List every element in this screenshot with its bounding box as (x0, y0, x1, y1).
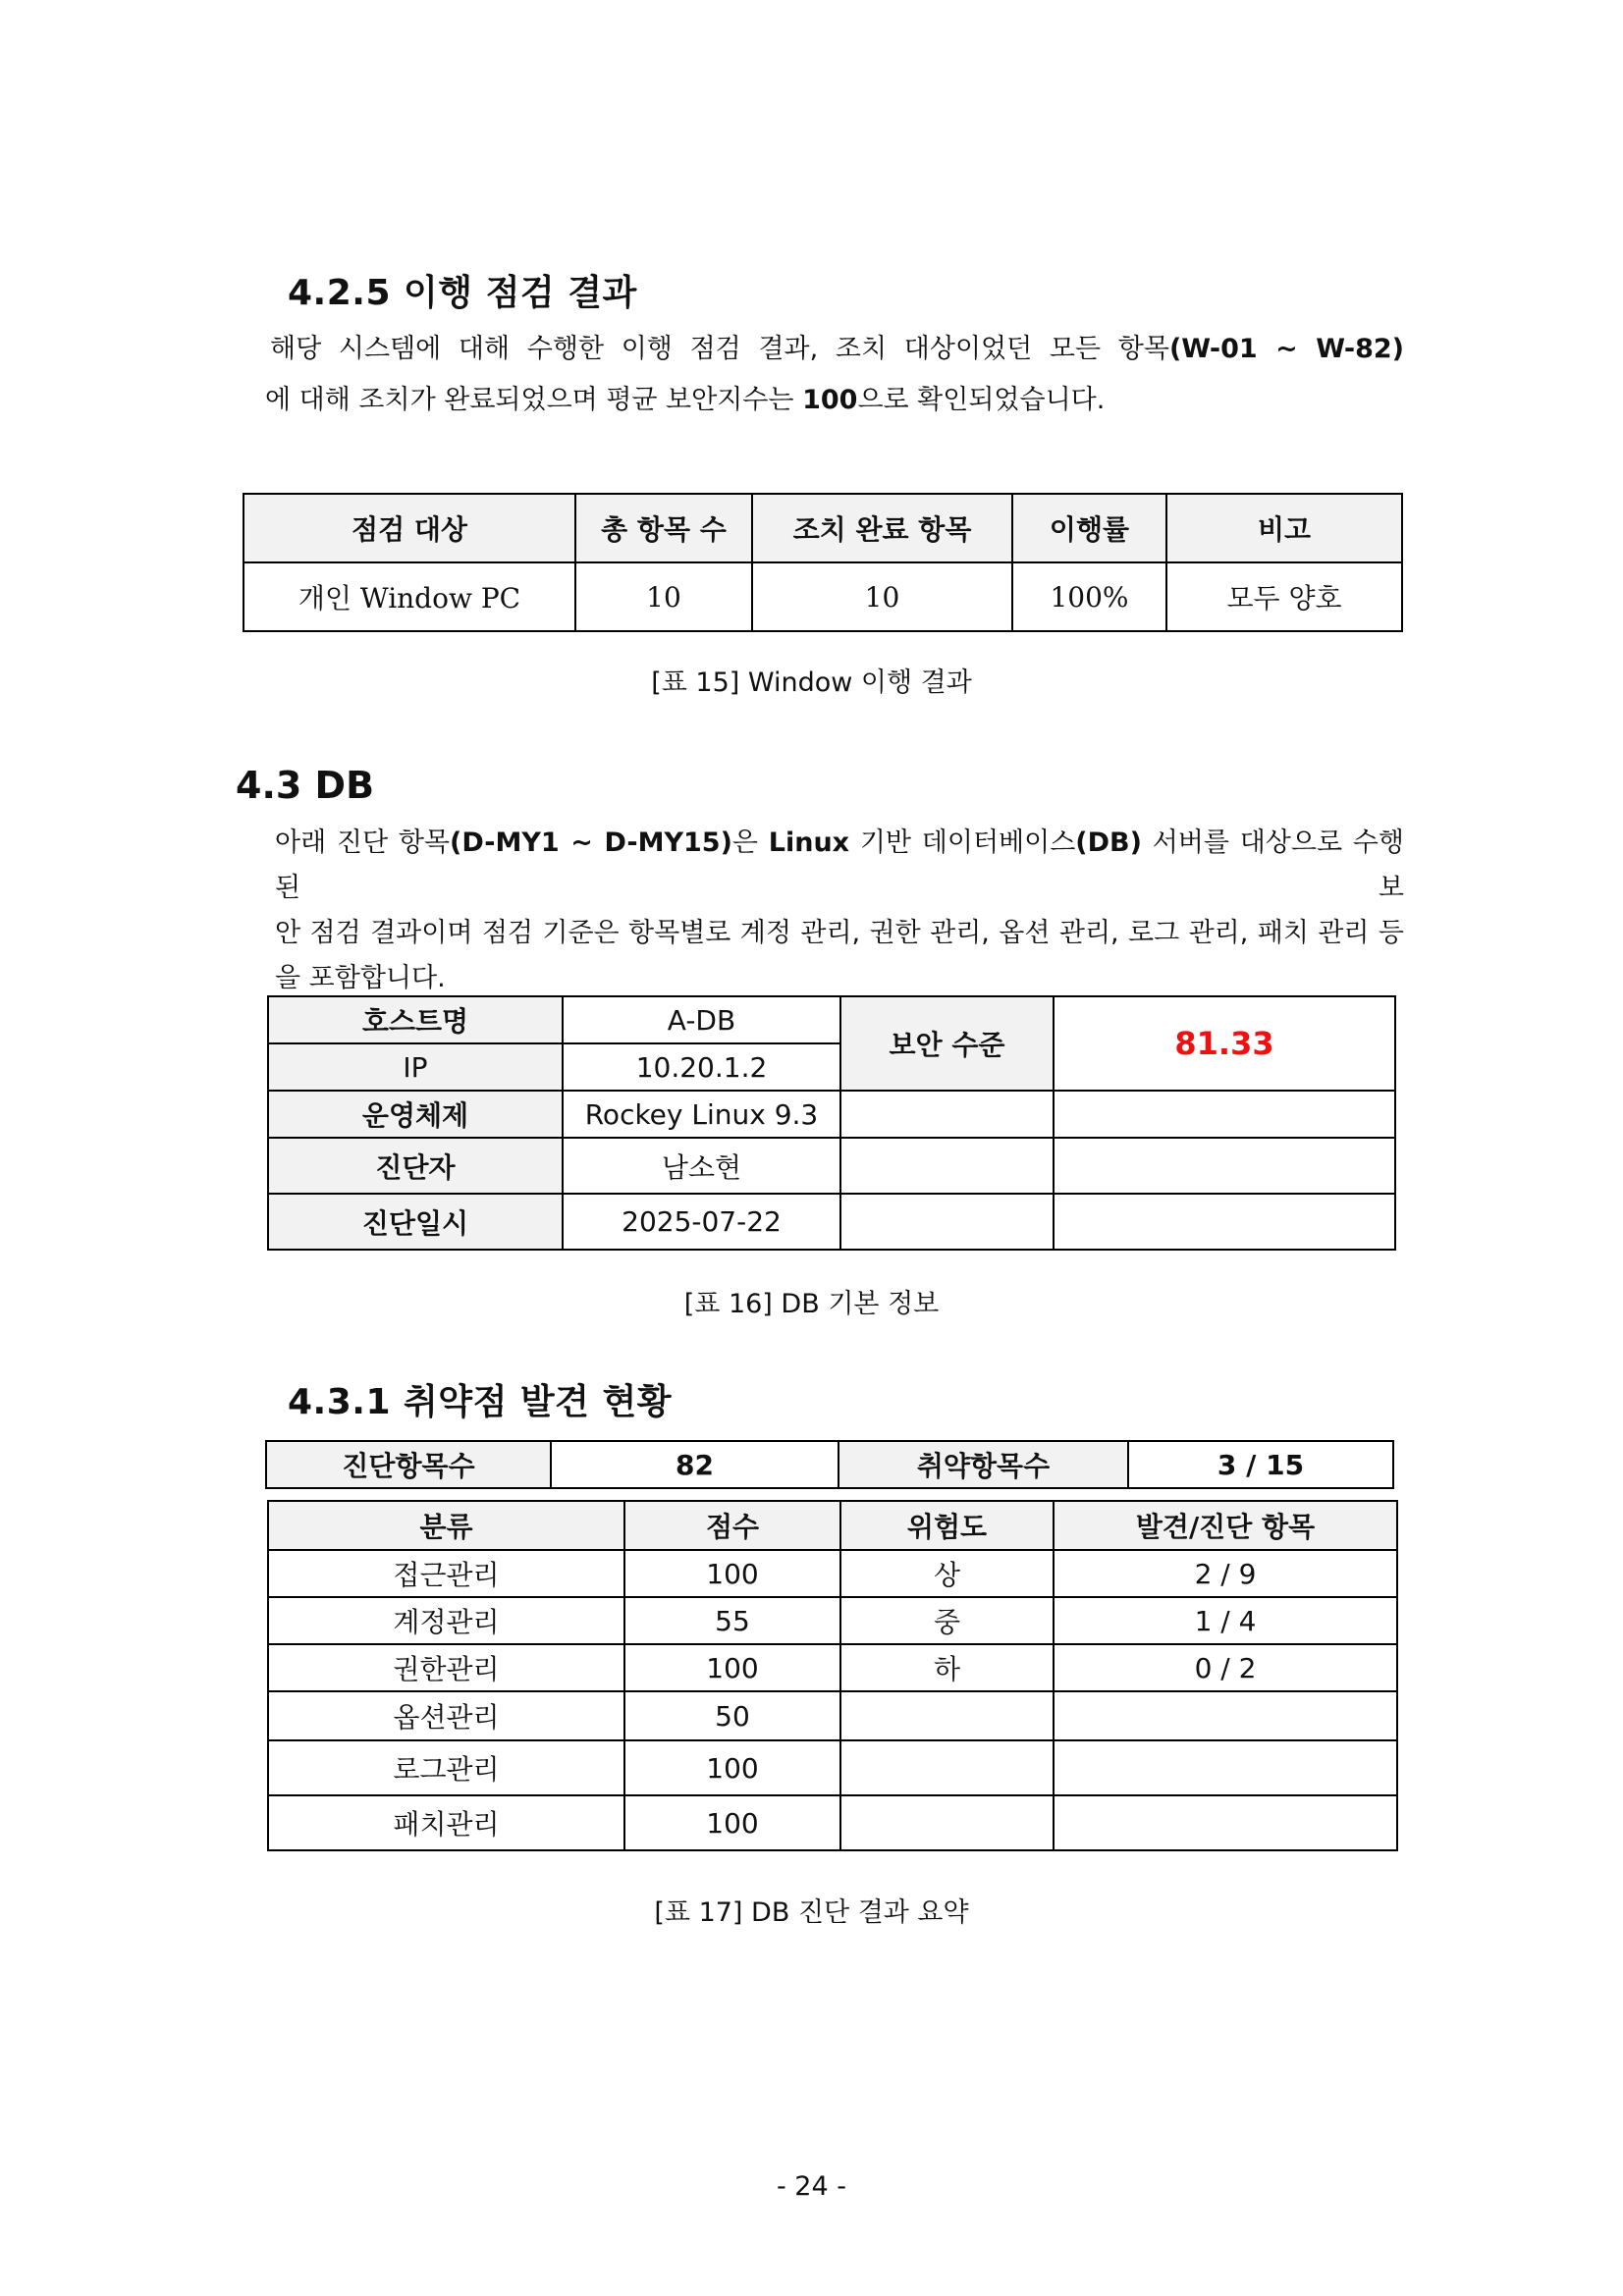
table-cell: 10 (752, 562, 1012, 631)
table-cell: 모두 양호 (1166, 562, 1402, 631)
table-cell: 개인 Window PC (243, 562, 575, 631)
section-heading-4-2-5: 4.2.5 이행 점검 결과 (288, 273, 637, 313)
para-bold: Linux (768, 828, 850, 858)
category-name: 로그관리 (268, 1740, 624, 1795)
table-header: 총 항목 수 (575, 494, 752, 562)
para-text: 안 점검 결과이며 점검 기준은 항목별로 계정 관리, 권한 관리, 옵션 관리, 로그 관리, 패치 관리 등 (275, 918, 1404, 948)
table-header: 점검 대상 (243, 494, 575, 562)
table-header: 조치 완료 항목 (752, 494, 1012, 562)
para-text: 은 (731, 828, 769, 858)
category-name: 패치관리 (268, 1795, 624, 1850)
summary-value: 82 (551, 1441, 839, 1488)
summary-label: 취약항목수 (839, 1441, 1128, 1488)
table-caption: [표 17] DB 진단 결과 요약 (654, 1897, 969, 1928)
table-header: 위험도 (840, 1501, 1054, 1550)
summary-value: 3 / 15 (1128, 1441, 1393, 1488)
info-label: 진단일시 (268, 1194, 563, 1250)
risk-level: 중 (840, 1597, 1054, 1644)
table-header: 분류 (268, 1501, 624, 1550)
info-label: 진단자 (268, 1138, 563, 1194)
category-name: 옵션관리 (268, 1691, 624, 1740)
info-value: A-DB (563, 996, 840, 1043)
category-score: 100 (624, 1740, 840, 1795)
section-4-2-5-paragraph (265, 324, 1404, 426)
security-level-label: 보안 수준 (840, 996, 1054, 1091)
page-number: - 24 - (776, 2171, 846, 2202)
info-label: 호스트명 (268, 996, 563, 1043)
table-cell: 100% (1012, 562, 1166, 631)
para-text: 을 포함합니다. (275, 963, 446, 993)
para-text: 서버를 대상으로 수행된 보 (275, 828, 1404, 903)
category-score: 100 (624, 1550, 840, 1597)
para-bold: 100 (802, 385, 858, 415)
table-row (268, 1597, 1397, 1644)
table-row (268, 1795, 1397, 1850)
section-heading-4-3-1: 4.3.1 취약점 발견 현황 (288, 1382, 673, 1422)
para-text: 기반 데이터베이스 (849, 828, 1076, 858)
table-header: 발견/진단 항목 (1054, 1501, 1397, 1550)
empty-cell (1054, 1091, 1395, 1138)
security-level-value (1054, 996, 1395, 1091)
empty-cell (840, 1138, 1054, 1194)
empty-cell (1054, 1138, 1395, 1194)
category-name: 접근관리 (268, 1550, 624, 1597)
info-value: 10.20.1.2 (563, 1043, 840, 1091)
section-4-3-paragraph (275, 821, 1404, 1001)
summary-label: 진단항목수 (266, 1441, 551, 1488)
para-text: 으로 확인되었습니다. (857, 385, 1106, 415)
info-value: 2025-07-22 (563, 1194, 840, 1250)
para-bold: (W-01 ~ W-82) (1168, 334, 1404, 364)
para-text: 에 대해 조치가 완료되었으며 평균 보안지수는 (265, 385, 803, 415)
empty-cell (840, 1091, 1054, 1138)
table-row (268, 1644, 1397, 1691)
empty-cell (1054, 1194, 1395, 1250)
info-value: 남소현 (563, 1138, 840, 1194)
info-label: 운영체제 (268, 1091, 563, 1138)
db-info-table (267, 995, 1396, 1251)
table-caption: [표 15] Window 이행 결과 (651, 667, 972, 698)
para-text: 아래 진단 항목 (275, 828, 451, 858)
category-name: 권한관리 (268, 1644, 624, 1691)
category-name: 계정관리 (268, 1597, 624, 1644)
risk-found: 2 / 9 (1054, 1550, 1397, 1597)
empty-cell (840, 1194, 1054, 1250)
security-score: 81.33 (1174, 1025, 1274, 1062)
category-score: 50 (624, 1691, 840, 1740)
empty-cell (1054, 1740, 1397, 1795)
table-row (268, 1691, 1397, 1740)
table-cell: 10 (575, 562, 752, 631)
risk-level: 상 (840, 1550, 1054, 1597)
empty-cell (1054, 1691, 1397, 1740)
section-heading-4-3: 4.3 DB (236, 764, 375, 807)
risk-found: 1 / 4 (1054, 1597, 1397, 1644)
table-header: 점수 (624, 1501, 840, 1550)
window-result-table (243, 493, 1403, 632)
table-row (268, 1740, 1397, 1795)
table-header: 이행률 (1012, 494, 1166, 562)
empty-cell (1054, 1795, 1397, 1850)
para-bold: (D-MY1 ~ D-MY15) (450, 828, 732, 858)
db-result-summary-table (267, 1500, 1398, 1851)
table-row (268, 1550, 1397, 1597)
empty-cell (840, 1795, 1054, 1850)
para-text: 해당 시스템에 대해 수행한 이행 점검 결과, 조치 대상이었던 모든 항목 (270, 334, 1169, 364)
info-label: IP (268, 1043, 563, 1091)
empty-cell (840, 1740, 1054, 1795)
info-value: Rockey Linux 9.3 (563, 1091, 840, 1138)
risk-found: 0 / 2 (1054, 1644, 1397, 1691)
table-header: 비고 (1166, 494, 1402, 562)
category-score: 100 (624, 1644, 840, 1691)
category-score: 100 (624, 1795, 840, 1850)
empty-cell (840, 1691, 1054, 1740)
para-bold: (DB) (1075, 828, 1142, 858)
risk-level: 하 (840, 1644, 1054, 1691)
table-caption: [표 16] DB 기본 정보 (683, 1289, 940, 1319)
category-score: 55 (624, 1597, 840, 1644)
vuln-summary-table (265, 1440, 1394, 1489)
